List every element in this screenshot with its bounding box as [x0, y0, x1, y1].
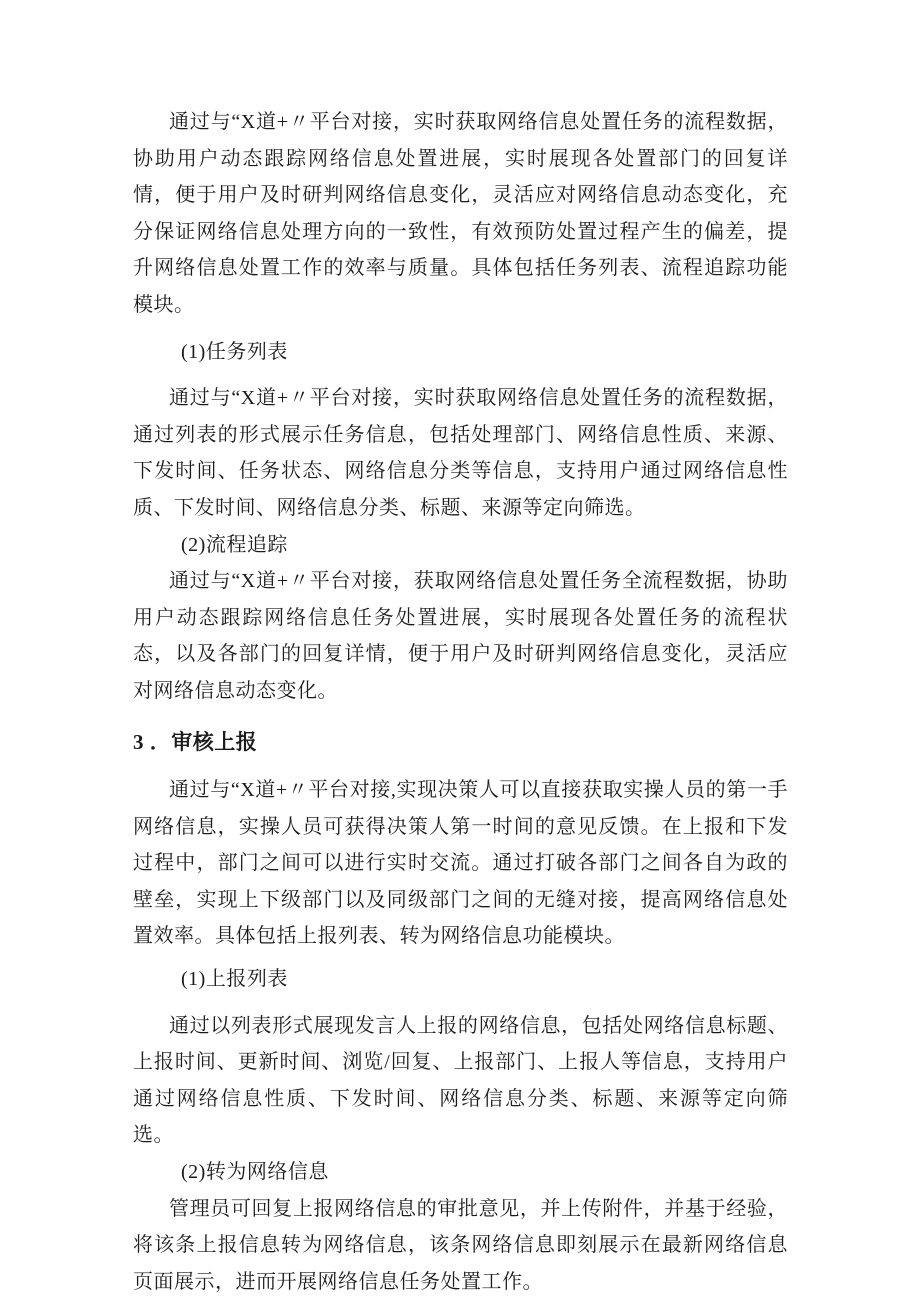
- subheading-task-list: (1)任务列表: [181, 340, 288, 363]
- paragraph-report-list-detail: 通过以列表形式展现发言人上报的网络信息，包括处网络信息标题、上报时间、更新时间、浏览/回复、上报部门、上报人等信息，支持用户通过网络信息性质、下发时间、网络信息分类、标题、来源等定向筛选。: [133, 1014, 788, 1147]
- section-heading-audit-report: 3 ．审核上报: [133, 729, 258, 754]
- paragraph-convert-to-network-info-detail: 管理员可回复上报网络信息的审批意见，并上传附件，并基于经验，将该条上报信息转为网络信息，该条网络信息即刻展示在最新网络信息页面展示，进而开展网络信息任务处置工作。: [133, 1197, 788, 1293]
- intro-paragraph-flow-data: 通过与“X道+〃平台对接，实时获取网络信息处置任务的流程数据，协助用户动态跟踪网络信息处置进展，实时展现各处置部门的回复详情，便于用户及时研判网络信息变化，灵活应对网络信息动态变化，充分保证网络信息处理方向的一致性，有效预防处置过程产生的偏差，提升网络信息处置工作的效率与质量。具体包括任务列表、流程追踪功能模块。: [133, 111, 788, 316]
- subheading-report-list: (1)上报列表: [181, 968, 288, 991]
- paragraph-audit-report-intro: 通过与“X道+〃平台对接,实现决策人可以直接获取实操人员的第一手网络信息，实操人员可获得决策人第一时间的意见反馈。在上报和下发过程中，部门之间可以进行实时交流。通过打破各部门之间各自为政的壁垒，实现上下级部门以及同级部门之间的无缝对接，提高网络信息处置效率。具体包括上报列表、转为网络信息功能模块。: [133, 779, 788, 948]
- subheading-convert-to-network-info: (2)转为网络信息: [181, 1161, 329, 1184]
- subheading-process-tracking: (2)流程追踪: [181, 533, 288, 556]
- paragraph-task-list-detail: 通过与“X道+〃平台对接，实时获取网络信息处置任务的流程数据，通过列表的形式展示任务信息，包括处理部门、网络信息性质、来源、下发时间、任务状态、网络信息分类等信息，支持用户通过网络信息性质、下发时间、网络信息分类、标题、来源等定向筛选。: [133, 387, 788, 519]
- paragraph-process-tracking-detail: 通过与“X道+〃平台对接，获取网络信息处置任务全流程数据，协助用户动态跟踪网络信息任务处置进展，实时展现各处置任务的流程状态，以及各部门的回复详情，便于用户及时研判网络信息变化，灵活应对网络信息动态变化。: [133, 570, 788, 702]
